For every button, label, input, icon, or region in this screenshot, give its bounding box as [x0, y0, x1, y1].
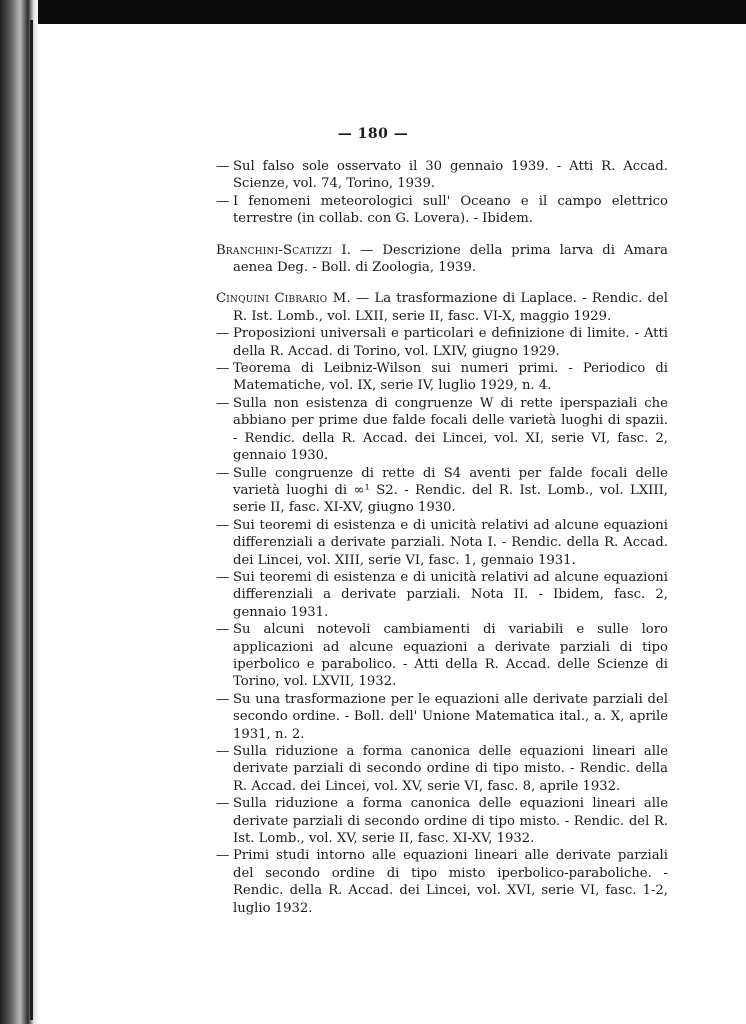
entry-dash: —	[216, 848, 230, 864]
bibliography-entry	[216, 158, 668, 193]
entry-dash: —	[216, 395, 230, 411]
bibliography-entry	[216, 621, 668, 691]
entry-dash: —	[216, 193, 230, 209]
page-number: — 180 —	[337, 126, 409, 142]
entry-dash: —	[216, 569, 230, 585]
entry-text: Sul falso sole osservato il 30 gennaio 1939. - Atti R. Accad. Scienze, vol. 74, Torino, 1939.	[233, 159, 668, 192]
entry-text: Teorema di Leibniz-Wilson sui numeri primi. - Periodico di Matematiche, vol. IX, serie IV, luglio 1929, n. 4.	[233, 361, 668, 394]
entry-text: Sulla riduzione a forma canonica delle equazioni lineari alle derivate parziali di secondo ordine di tipo misto. - Rendic. del R. Ist. Lomb., vol. XV, serie II, fasc. XI-XV, 1932.	[233, 796, 668, 847]
entry-dash: —	[216, 517, 230, 533]
bibliography-entry	[216, 691, 668, 743]
author-entry-cinquini	[216, 290, 668, 325]
entry-dash: —	[216, 744, 230, 759]
entry-text: — La trasformazione di Laplace. - Rendic. del R. Ist. Lomb., vol. LXII, serie II, fasc. VI-X, maggio 1929.	[233, 291, 668, 324]
bibliography-entry	[216, 517, 668, 569]
bibliography-list	[216, 158, 668, 917]
bibliography-entry	[216, 569, 668, 621]
entry-text: Sulla riduzione a forma canonica delle equazioni lineari alle derivate parziali di secondo ordine di tipo misto. - Rendic. della R. Accad. dei Lincei, vol. XV, serie VI, fasc. 8, aprile 1932.	[233, 744, 668, 794]
bibliography-entry	[216, 743, 668, 795]
entry-text: Sui teoremi di esistenza e di unicità relativi ad alcune equazioni differenziali a derivate parziali. Nota I. - Rendic. della R. Accad. dei Lincei, vol. XIII, serie VI, fasc. 1, gennaio 1931.	[233, 517, 668, 568]
author-name: Branchini-Scatizzi I.	[216, 242, 352, 258]
entry-dash: —	[216, 159, 230, 174]
bibliography-entry	[216, 465, 668, 517]
author-entry-branchini	[216, 242, 668, 277]
entry-text: Sulla non esistenza di congruenze W di rette iperspaziali che abbiano per prime due falde focali delle varietà luoghi di spazii. - Rendic. della R. Accad. dei Lincei, vol. XI, serie VI, fasc. 2, gennaio 1930.	[233, 395, 668, 464]
entry-text: Su alcuni notevoli cambiamenti di variabili e sulle loro applicazioni ad alcune equazioni a derivate parziali di tipo iperbolico e parabolico. - Atti della R. Accad. delle Scienze di Torino, vol. LXVII, 1932.	[233, 622, 668, 690]
bibliography-entry	[216, 395, 668, 465]
bibliography-entry	[216, 325, 668, 360]
entry-text: — Descrizione della prima larva di Amara aenea Deg. - Boll. di Zoologia, 1939.	[233, 242, 668, 276]
bibliography-entry	[216, 193, 668, 228]
entry-text: Primi studi intorno alle equazioni lineari alle derivate parziali del secondo ordine di tipo misto iperbolico-paraboliche. - Rendic. della R. Accad. dei Lincei, vol. XVI, serie VI, fasc. 1-2, luglio 1932.	[233, 848, 668, 916]
scan-top-edge	[0, 0, 746, 24]
entry-text: Su una trasformazione per le equazioni alle derivate parziali del secondo ordine. - Boll. dell' Unione Matematica ital., a. X, aprile 1931, n. 2.	[233, 691, 668, 742]
entry-text: Sulle congruenze di rette di S4 aventi per falde focali delle varietà luoghi di ∞¹ S2. - Rendic. del R. Ist. Lomb., vol. LXIII, serie II, fasc. XI-XV, giugno 1930.	[233, 465, 668, 516]
entry-dash: —	[216, 465, 230, 481]
entry-dash: —	[216, 691, 230, 707]
entry-dash: —	[216, 622, 230, 638]
entry-dash: —	[216, 361, 230, 377]
entry-dash: —	[216, 796, 230, 812]
bibliography-entry	[216, 360, 668, 395]
entry-text: I fenomeni meteorologici sull' Oceano e il campo elettrico terrestre (in collab. con G. Lovera). - Ibidem.	[233, 193, 668, 227]
scan-binding-spine	[30, 20, 33, 1020]
author-name: Cinquini Cibrario M.	[216, 291, 351, 307]
entry-text: Proposizioni universali e particolari e definizione di limite. - Atti della R. Accad. di Torino, vol. LXIV, giugno 1929.	[233, 326, 668, 359]
entry-dash: —	[216, 326, 230, 342]
entry-text: Sui teoremi di esistenza e di unicità relativi ad alcune equazioni differenziali a derivate parziali. Nota II. - Ibidem, fasc. 2, gennaio 1931.	[233, 569, 668, 620]
bibliography-entry	[216, 847, 668, 917]
bibliography-entry	[216, 795, 668, 847]
